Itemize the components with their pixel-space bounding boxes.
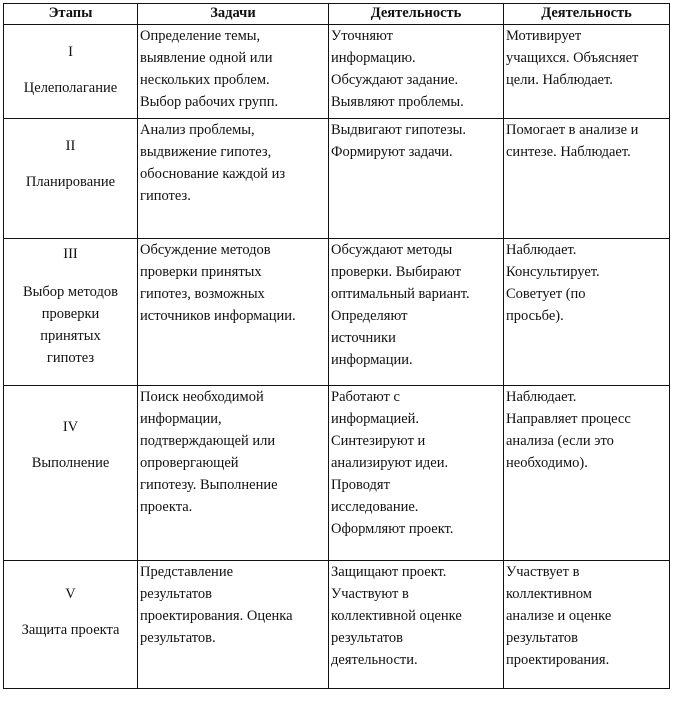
- stage-numeral: I: [68, 44, 73, 60]
- cell-text-line: коллективной оценке: [331, 608, 462, 624]
- cell-text-line: Синтезируют и: [331, 433, 426, 449]
- header-student-activity: Деятельность: [329, 4, 504, 25]
- cell-text-line: Наблюдает.: [506, 389, 577, 405]
- cell-text-line: подтверждающей или: [140, 433, 276, 449]
- cell-text-line: результатов: [331, 630, 404, 646]
- stage-title-line: принятых: [40, 328, 101, 344]
- cell-text-line: синтезе. Наблюдает.: [506, 144, 631, 160]
- stage-title-line: гипотез: [46, 350, 95, 366]
- cell-text-line: проверки. Выбирают: [331, 264, 461, 280]
- cell-text-line: проекта.: [140, 499, 193, 515]
- cell-text-line: Выявляют проблемы.: [331, 94, 464, 110]
- cell-text-line: Анализ проблемы,: [140, 122, 255, 138]
- cell-text-line: Наблюдает.: [506, 242, 577, 258]
- cell-text-line: анализируют идеи.: [331, 455, 449, 471]
- table-row: [4, 25, 670, 119]
- cell-text-line: информации,: [140, 411, 222, 427]
- cell-text-line: Советует (по: [506, 286, 586, 302]
- cell-text-line: Оформляют проект.: [331, 521, 454, 537]
- table-row: [4, 386, 670, 561]
- stage-cell: [4, 239, 138, 386]
- cell-text-line: выявление одной или: [140, 50, 273, 66]
- header-row: [4, 4, 670, 25]
- stage-title-line: Выполнение: [31, 455, 110, 471]
- stage-cell: [4, 119, 138, 239]
- cell-text-line: коллективном: [506, 586, 592, 602]
- cell-text-line: Мотивирует: [506, 28, 582, 44]
- cell-text-line: результатов: [140, 586, 213, 602]
- cell-text-line: Обсуждение методов: [140, 242, 271, 258]
- student-activity-cell: [329, 25, 504, 119]
- cell-text-line: Определяют: [331, 308, 408, 324]
- cell-text-line: просьбе).: [506, 308, 564, 324]
- cell-text-line: анализе и оценке: [506, 608, 612, 624]
- teacher-activity-cell: [504, 119, 670, 239]
- cell-text-line: источников информации.: [140, 308, 296, 324]
- project-stages-table: [3, 3, 670, 689]
- cell-text-line: источники: [331, 330, 396, 346]
- cell-text-line: Формируют задачи.: [331, 144, 453, 160]
- header-teacher-activity: Деятельность: [504, 4, 670, 25]
- cell-text-line: нескольких проблем.: [140, 72, 270, 88]
- cell-text-line: Направляет процесс: [506, 411, 631, 427]
- stage-title-line: Целеполагание: [23, 80, 118, 96]
- student-activity-cell: [329, 119, 504, 239]
- cell-text-line: необходимо).: [506, 455, 588, 471]
- tasks-cell: [138, 119, 329, 239]
- cell-text-line: проектирования.: [506, 652, 610, 668]
- teacher-activity-cell: [504, 25, 670, 119]
- header-tasks: Задачи: [138, 4, 329, 25]
- student-activity-cell: [329, 239, 504, 386]
- cell-text-line: опровергающей: [140, 455, 239, 471]
- cell-text-line: учащихся. Объясняет: [506, 50, 639, 66]
- cell-text-line: деятельности.: [331, 652, 418, 668]
- stage-numeral: V: [65, 586, 76, 602]
- cell-text-line: гипотезу. Выполнение: [140, 477, 278, 493]
- cell-text-line: исследование.: [331, 499, 419, 515]
- cell-text-line: информации.: [331, 352, 413, 368]
- stage-numeral: II: [65, 138, 76, 154]
- cell-text-line: результатов: [506, 630, 579, 646]
- cell-text-line: Помогает в анализе и: [506, 122, 639, 138]
- stage-cell: [4, 25, 138, 119]
- stage-title-line: проверки: [41, 306, 100, 322]
- cell-text-line: Участвуют в: [331, 586, 409, 602]
- stage-cell: [4, 561, 138, 689]
- cell-text-line: цели. Наблюдает.: [506, 72, 613, 88]
- tasks-cell: [138, 561, 329, 689]
- stage-title-line: Защита проекта: [21, 622, 120, 638]
- cell-text-line: Выбор рабочих групп.: [140, 94, 279, 110]
- cell-text-line: анализа (если это: [506, 433, 614, 449]
- cell-text-line: Представление: [140, 564, 234, 580]
- stage-title-line: Выбор методов: [23, 284, 118, 300]
- cell-text-line: гипотез, возможных: [140, 286, 265, 302]
- cell-text-line: Защищают проект.: [331, 564, 447, 580]
- tasks-cell: [138, 386, 329, 561]
- table-row: [4, 119, 670, 239]
- cell-text-line: проверки принятых: [140, 264, 262, 280]
- cell-text-line: Проводят: [331, 477, 390, 493]
- cell-text-line: Консультирует.: [506, 264, 600, 280]
- cell-text-line: информацию.: [331, 50, 416, 66]
- cell-text-line: информацией.: [331, 411, 420, 427]
- table-row: [4, 561, 670, 689]
- stage-cell: [4, 386, 138, 561]
- teacher-activity-cell: [504, 239, 670, 386]
- cell-text-line: Поиск необходимой: [140, 389, 264, 405]
- stage-title-line: Планирование: [25, 174, 116, 190]
- header-stages: Этапы: [4, 4, 138, 25]
- cell-text-line: Выдвигают гипотезы.: [331, 122, 466, 138]
- teacher-activity-cell: [504, 561, 670, 689]
- student-activity-cell: [329, 561, 504, 689]
- cell-text-line: Участвует в: [506, 564, 580, 580]
- cell-text-line: Определение темы,: [140, 28, 261, 44]
- tasks-cell: [138, 25, 329, 119]
- cell-text-line: Уточняют: [331, 28, 393, 44]
- cell-text-line: оптимальный вариант.: [331, 286, 470, 302]
- cell-text-line: гипотез.: [140, 188, 191, 204]
- cell-text-line: выдвижение гипотез,: [140, 144, 272, 160]
- cell-text-line: результатов.: [140, 630, 216, 646]
- cell-text-line: Работают с: [331, 389, 400, 405]
- teacher-activity-cell: [504, 386, 670, 561]
- tasks-cell: [138, 239, 329, 386]
- student-activity-cell: [329, 386, 504, 561]
- stage-numeral: III: [63, 246, 78, 262]
- cell-text-line: Обсуждают задание.: [331, 72, 459, 88]
- cell-text-line: проектирования. Оценка: [140, 608, 293, 624]
- cell-text-line: Обсуждают методы: [331, 242, 453, 258]
- table-row: [4, 239, 670, 386]
- stage-numeral: IV: [62, 419, 79, 435]
- cell-text-line: обоснование каждой из: [140, 166, 286, 182]
